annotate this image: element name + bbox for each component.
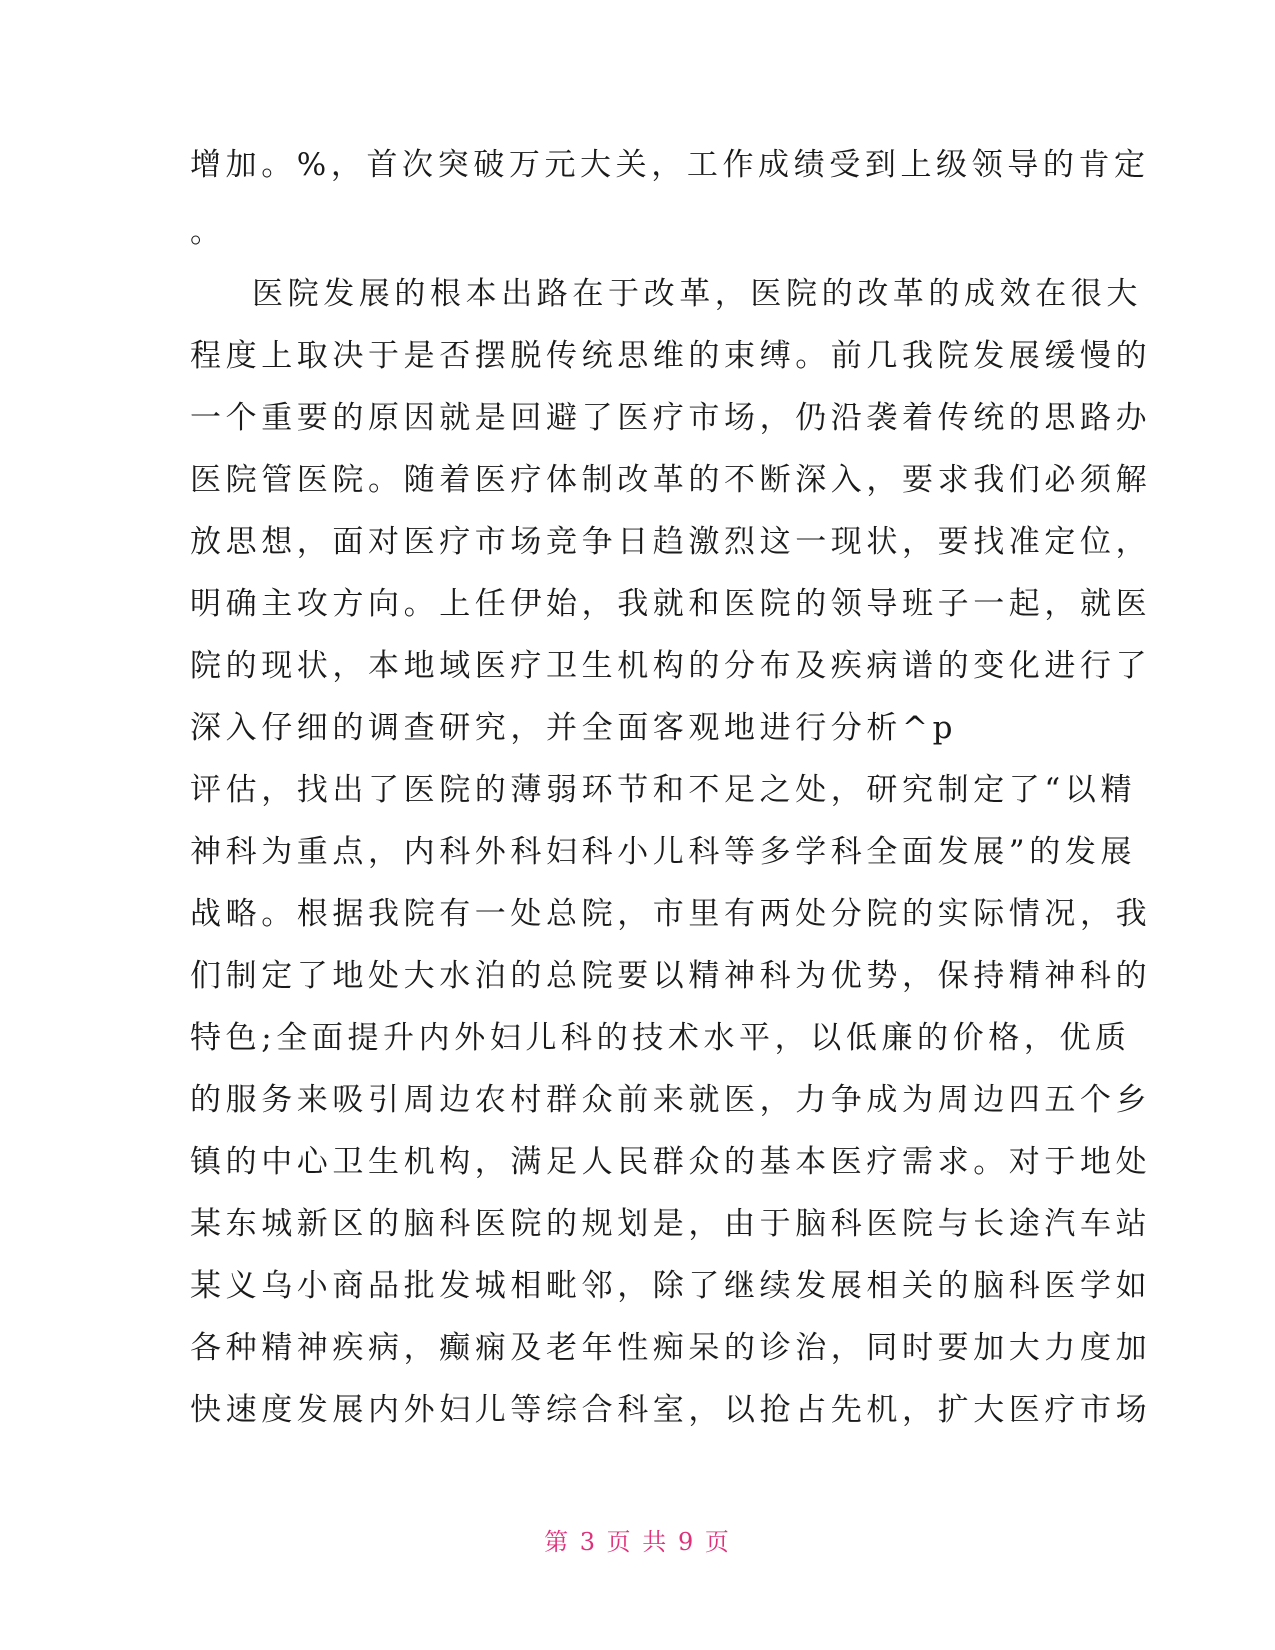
text-line: 战略。根据我院有一处总院，市里有两处分院的实际情况，我	[190, 896, 1152, 932]
page-number-footer: 第 3 页 共 9 页	[544, 1528, 731, 1556]
text-line: 各种精神疾病，癫痫及老年性痴呆的诊治，同时要加大力度加	[190, 1330, 1152, 1366]
text-line: 。	[190, 214, 226, 250]
text-line: 一个重要的原因就是回避了医疗市场，仍沿袭着传统的思路办	[190, 400, 1152, 436]
text-line: 快速度发展内外妇儿等综合科室，以抢占先机，扩大医疗市场	[190, 1392, 1152, 1428]
text-line: 深入仔细的调查研究，并全面客观地进行分析^p	[190, 710, 958, 746]
text-line: 们制定了地处大水泊的总院要以精神科为优势，保持精神科的	[190, 958, 1152, 994]
text-line: 评估，找出了医院的薄弱环节和不足之处，研究制定了“以精	[190, 772, 1137, 808]
text-line: 某东城新区的脑科医院的规划是，由于脑科医院与长途汽车站	[190, 1206, 1152, 1242]
text-line: 的服务来吸引周边农村群众前来就医，力争成为周边四五个乡	[190, 1082, 1152, 1118]
text-line: 院的现状，本地域医疗卫生机构的分布及疾病谱的变化进行了	[190, 648, 1152, 684]
text-line: 镇的中心卫生机构，满足人民群众的基本医疗需求。对于地处	[190, 1144, 1152, 1180]
text-line: 某义乌小商品批发城相毗邻，除了继续发展相关的脑科医学如	[190, 1268, 1152, 1304]
text-line: 放思想，面对医疗市场竞争日趋激烈这一现状，要找准定位，	[190, 524, 1152, 560]
text-line: 特色;全面提升内外妇儿科的技术水平，以低廉的价格，优质	[190, 1020, 1131, 1056]
text-line: 医院管医院。随着医疗体制改革的不断深入，要求我们必须解	[190, 462, 1152, 498]
text-line: 增加。%，首次突破万元大关，工作成绩受到上级领导的肯定	[190, 147, 1150, 183]
text-line: 神科为重点，内科外科妇科小儿科等多学科全面发展”的发展	[190, 834, 1137, 870]
paragraph-first-line: 医院发展的根本出路在于改革，医院的改革的成效在很大	[252, 276, 1142, 312]
text-line: 程度上取决于是否摆脱传统思维的束缚。前几我院发展缓慢的	[190, 338, 1152, 374]
text-line: 明确主攻方向。上任伊始，我就和医院的领导班子一起，就医	[190, 586, 1152, 622]
